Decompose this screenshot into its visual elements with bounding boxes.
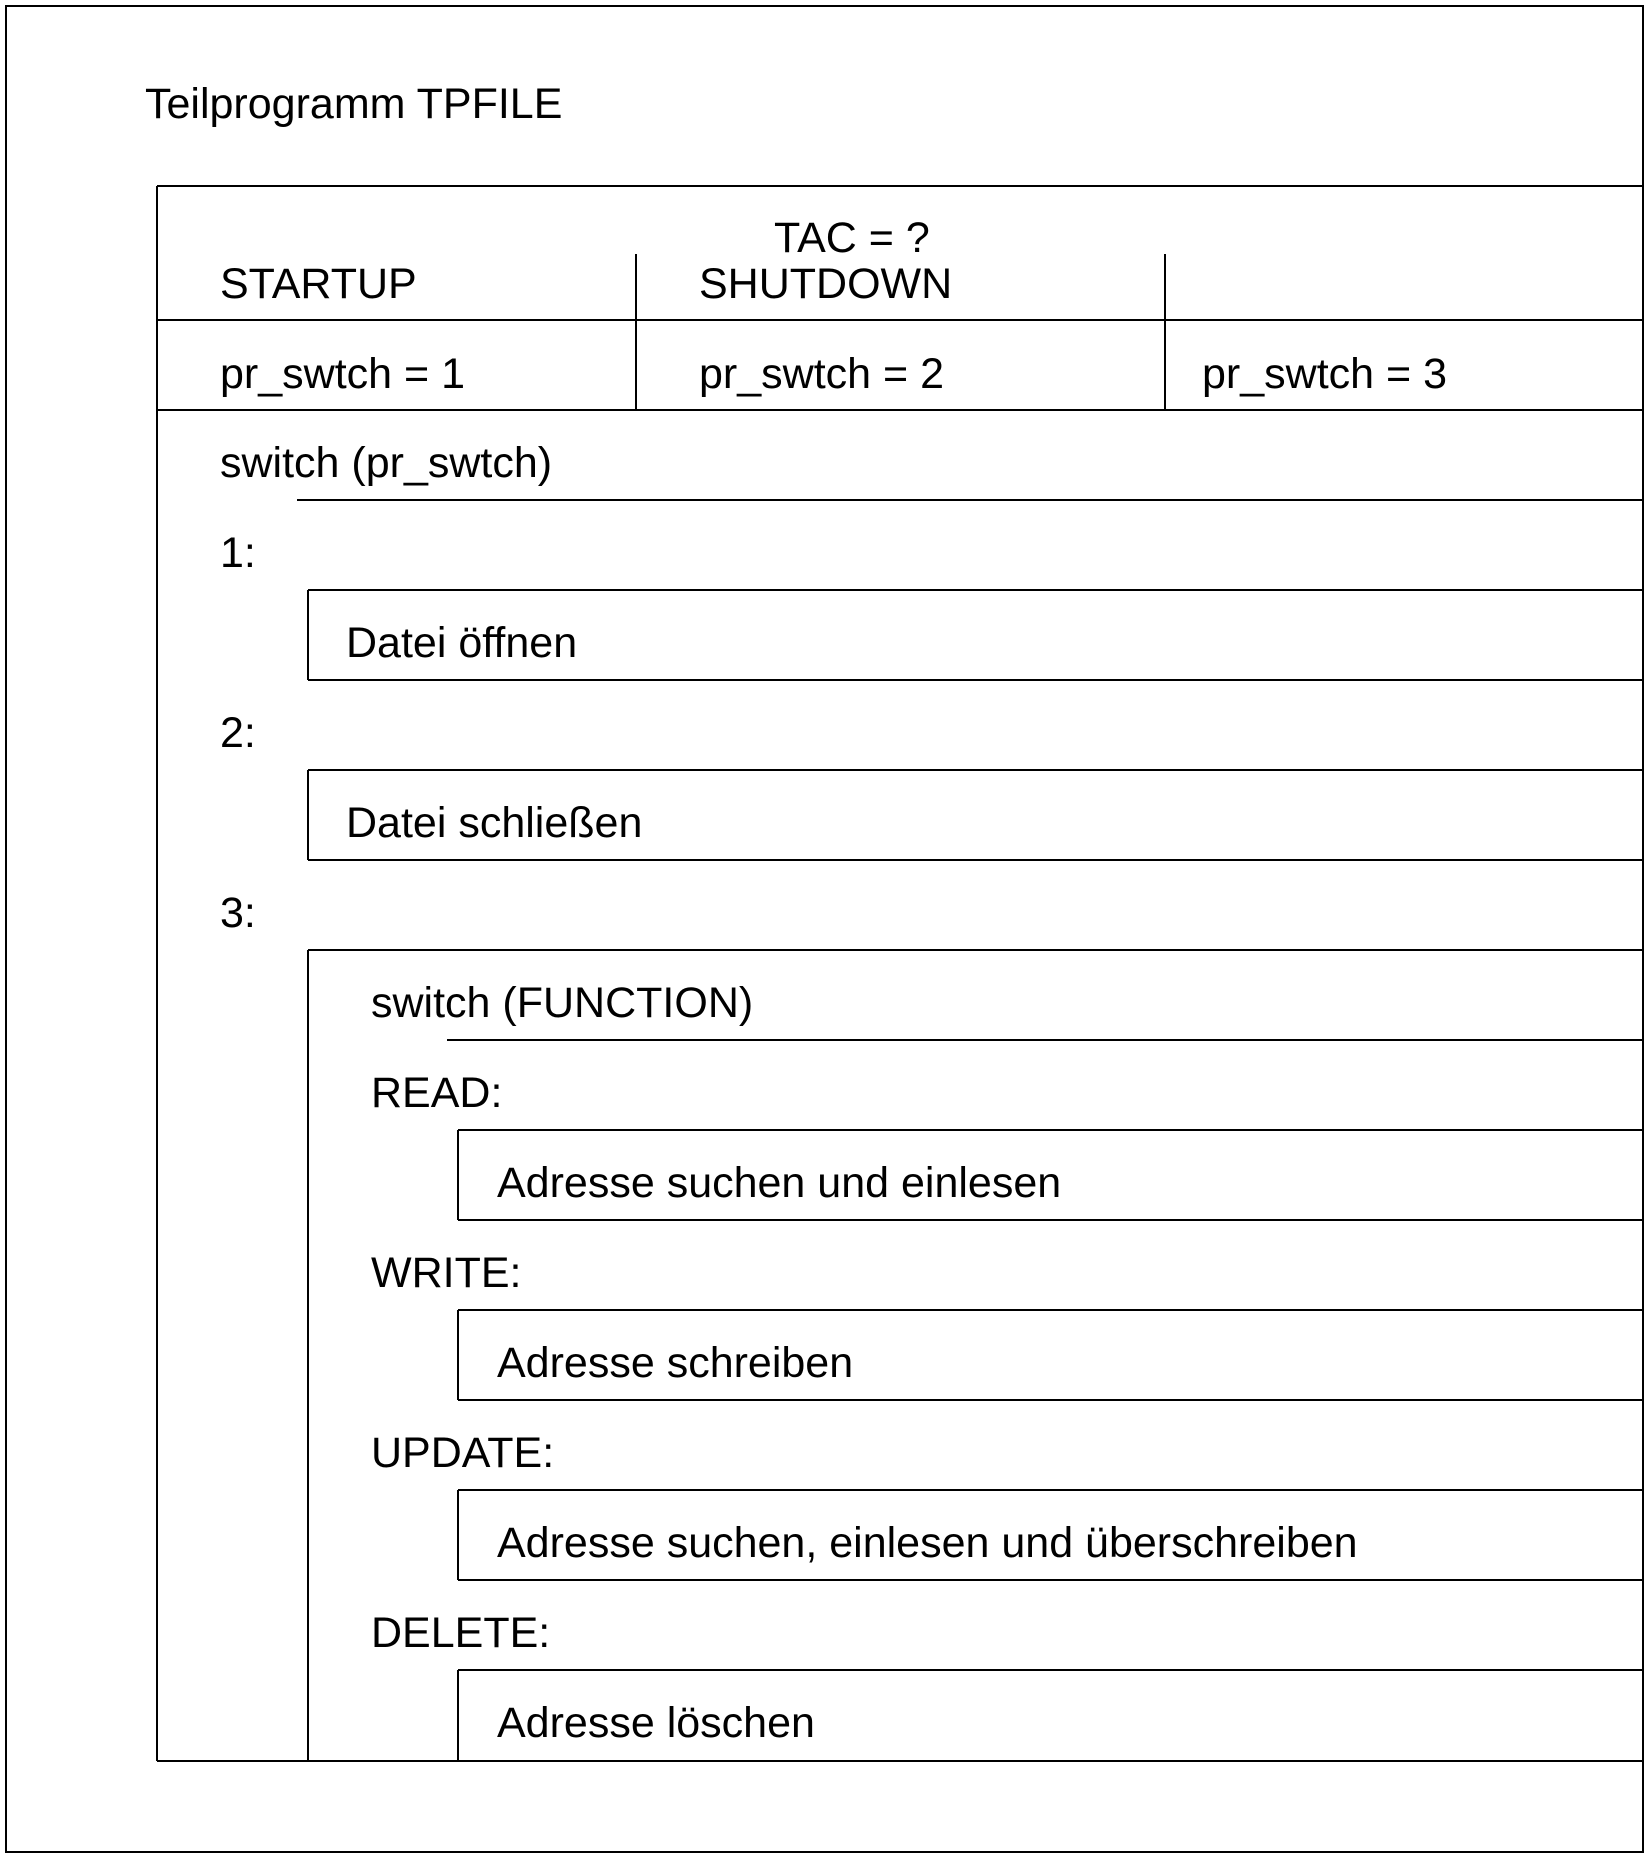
outer-case-action-1: Datei öffnen: [346, 619, 578, 667]
inner-case-action-write: Adresse schreiben: [497, 1339, 854, 1387]
column-label-startup: STARTUP: [220, 260, 417, 308]
inner-case-label-delete: DELETE:: [371, 1609, 551, 1657]
inner-case-action-read: Adresse suchen und einlesen: [497, 1159, 1062, 1207]
outer-switch-label: switch (pr_swtch): [220, 439, 553, 487]
inner-case-label-read: READ:: [371, 1069, 503, 1117]
outer-case-label-1: 1:: [220, 529, 256, 577]
decision-label: TAC = ?: [774, 214, 930, 262]
diagram-title: Teilprogramm TPFILE: [145, 80, 563, 128]
inner-switch-label: switch (FUNCTION): [371, 979, 754, 1027]
outer-case-label-3: 3:: [220, 889, 256, 937]
assignment-3: pr_swtch = 3: [1202, 350, 1447, 398]
inner-case-label-update: UPDATE:: [371, 1429, 555, 1477]
outer-case-label-2: 2:: [220, 709, 256, 757]
inner-case-label-write: WRITE:: [371, 1249, 522, 1297]
inner-case-action-update: Adresse suchen, einlesen und überschreiben: [497, 1519, 1358, 1567]
outer-case-action-2: Datei schließen: [346, 799, 643, 847]
column-label-shutdown: SHUTDOWN: [699, 260, 953, 308]
assignment-1: pr_swtch = 1: [220, 350, 465, 398]
assignment-2: pr_swtch = 2: [699, 350, 944, 398]
inner-case-action-delete: Adresse löschen: [497, 1699, 815, 1747]
